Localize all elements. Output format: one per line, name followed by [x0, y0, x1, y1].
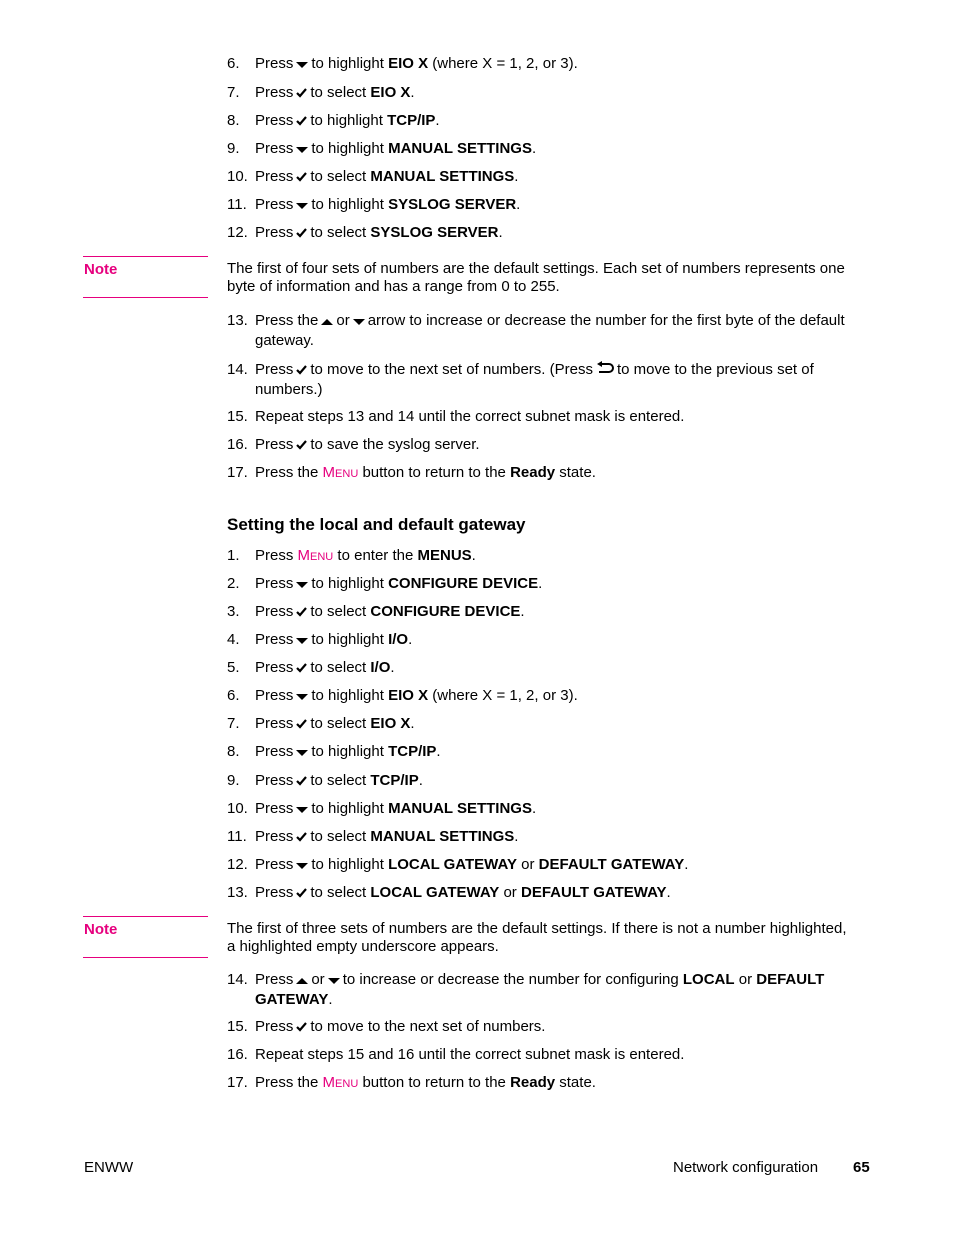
- step-text-segment: Repeat steps 13 and 14 until the correct subnet mask is entered.: [255, 408, 685, 425]
- step-text-segment: .: [328, 990, 333, 1008]
- step-text: [255, 83, 867, 103]
- list-item: [227, 771, 867, 791]
- step-text-segment: button to return to the: [362, 1074, 506, 1091]
- step-text-segment: to highlight: [311, 743, 384, 760]
- list-item: [227, 742, 867, 762]
- step-text-segment: Press: [255, 1018, 294, 1035]
- step-text-segment: button to return to the: [362, 464, 506, 481]
- bold-term: LOCAL: [682, 971, 735, 988]
- bold-term: DEFAULT GATEWAY: [255, 971, 825, 1008]
- step-text: [255, 54, 867, 74]
- step-text: [255, 714, 867, 734]
- bold-term: EIO X: [388, 55, 429, 72]
- down-arrow-icon: [296, 856, 308, 875]
- bold-term: CONFIGURE DEVICE: [388, 575, 539, 592]
- note-rule-bottom: [83, 297, 208, 298]
- step-text: [255, 1073, 867, 1092]
- step-text-segment: Press: [255, 224, 294, 241]
- step-text: [255, 602, 867, 622]
- step-text-segment: Press: [255, 772, 294, 789]
- list-item: [227, 574, 867, 594]
- step-number: 7.: [227, 84, 240, 101]
- down-arrow-icon: [353, 312, 365, 331]
- step-text: [255, 970, 867, 1009]
- step-number: 3.: [227, 603, 240, 620]
- step-text-segment: .: [410, 84, 415, 101]
- step-text-segment: .: [390, 659, 395, 676]
- step-number: 12.: [227, 856, 248, 873]
- step-text-segment: Press: [255, 971, 294, 988]
- step-text-segment: to select: [310, 828, 367, 845]
- step-text-segment: to select: [310, 772, 367, 789]
- list-item: [227, 855, 867, 875]
- step-text-segment: .: [498, 224, 503, 241]
- checkmark-icon: [296, 772, 307, 791]
- step-text-segment: to select: [310, 603, 367, 620]
- bold-term: MENUS: [417, 547, 472, 564]
- step-text-segment: .: [684, 856, 689, 873]
- checkmark-icon: [296, 603, 307, 622]
- note-rule-bottom: [83, 957, 208, 958]
- step-text: [255, 574, 867, 594]
- step-number: 9.: [227, 772, 240, 789]
- bold-term: TCP/IP: [388, 743, 437, 760]
- bold-term: TCP/IP: [387, 112, 436, 129]
- bold-term: DEFAULT GATEWAY: [538, 856, 685, 873]
- step-number: 10.: [227, 800, 248, 817]
- step-text: [255, 771, 867, 791]
- checkmark-icon: [296, 361, 307, 380]
- step-text-segment: or: [311, 971, 325, 988]
- step-number: 5.: [227, 659, 240, 676]
- step-text-segment: to increase or decrease the number for configuring: [342, 971, 679, 988]
- bold-term: MANUAL SETTINGS: [370, 168, 515, 185]
- step-text: [255, 630, 867, 650]
- list-item: [227, 546, 867, 565]
- bold-term: I/O: [388, 631, 409, 648]
- step-number: 9.: [227, 140, 240, 157]
- step-text: [255, 223, 867, 243]
- list-item: [227, 827, 867, 847]
- bold-term: MANUAL SETTINGS: [388, 140, 532, 157]
- step-text-segment: Press: [255, 575, 294, 592]
- step-text-segment: state.: [559, 464, 596, 481]
- bold-term: LOCAL GATEWAY: [388, 856, 517, 873]
- footer-section: Network configuration: [673, 1159, 819, 1176]
- section-heading: Setting the local and default gateway: [227, 515, 526, 534]
- down-arrow-icon: [296, 800, 308, 819]
- step-text: [255, 195, 867, 215]
- step-text-segment: .: [408, 631, 413, 648]
- step-text-segment: to move to the next set of numbers. (Press: [310, 361, 593, 378]
- step-number: 2.: [227, 575, 240, 592]
- bold-term: Ready: [510, 464, 556, 481]
- step-text-segment: .: [514, 168, 519, 185]
- down-arrow-icon: [296, 743, 308, 762]
- list-item: [227, 883, 867, 903]
- list-item: [227, 686, 867, 706]
- page-number: 65: [853, 1159, 870, 1176]
- step-text-segment: to highlight: [311, 55, 384, 72]
- bold-term: EIO X: [388, 687, 429, 704]
- step-text-segment: Press: [255, 436, 294, 453]
- note-label: Note: [84, 261, 118, 278]
- bold-term: MANUAL SETTINGS: [388, 800, 532, 817]
- footer-left: ENWW: [84, 1159, 134, 1176]
- step-text-segment: Press: [255, 55, 294, 72]
- step-text: [255, 167, 867, 187]
- step-number: 13.: [227, 884, 248, 901]
- step-text-segment: Press: [255, 659, 294, 676]
- step-text-segment: .: [531, 140, 537, 157]
- step-text-segment: to highlight: [310, 112, 383, 129]
- step-text: [255, 1045, 867, 1064]
- step-text-segment: Press the: [255, 464, 319, 481]
- step-text-segment: or: [503, 884, 517, 901]
- step-number: 6.: [227, 687, 240, 704]
- note-text: The first of three sets of numbers are the default settings. If there is not a number highlighted, a highlighted empty underscore appears.: [227, 920, 847, 955]
- step-text-segment: Press: [255, 84, 294, 101]
- list-item: [227, 167, 867, 187]
- step-text-segment: Press: [255, 168, 294, 185]
- up-arrow-icon: [321, 312, 333, 331]
- bold-term: LOCAL GATEWAY: [370, 884, 500, 901]
- step-text-segment: to select: [310, 715, 367, 732]
- step-text-segment: to select: [310, 224, 367, 241]
- step-text-segment: to select: [310, 884, 367, 901]
- step-text-segment: .: [418, 772, 423, 789]
- step-number: 16.: [227, 436, 248, 453]
- checkmark-icon: [296, 224, 307, 243]
- step-text-segment: Press: [255, 800, 294, 817]
- list-item: [227, 195, 867, 215]
- bold-term: I/O: [370, 659, 391, 676]
- step-text: [255, 111, 867, 131]
- step-text-segment: Press: [255, 631, 294, 648]
- step-text: [255, 139, 867, 159]
- bold-term: CONFIGURE DEVICE: [370, 603, 521, 620]
- checkmark-icon: [296, 112, 307, 131]
- checkmark-icon: [296, 436, 307, 455]
- step-text: [255, 311, 867, 350]
- step-text-segment: Press: [255, 140, 294, 157]
- step-number: 17.: [227, 464, 248, 481]
- step-text: [255, 883, 867, 903]
- step-text-segment: or: [336, 312, 350, 329]
- step-text-segment: to highlight: [311, 687, 384, 704]
- step-number: 8.: [227, 112, 240, 129]
- step-text-segment: to move to the previous set of numbers.): [255, 361, 814, 398]
- list-item: [227, 407, 867, 426]
- step-text-segment: Press the: [255, 312, 319, 329]
- down-arrow-icon: [328, 971, 340, 990]
- step-text-segment: Press: [255, 884, 294, 901]
- step-text-segment: arrow to increase or decrease the number for the first byte of the default gateway.: [255, 312, 845, 349]
- list-item: [227, 111, 867, 131]
- list-item: [227, 435, 867, 455]
- step-text: [255, 742, 867, 762]
- down-arrow-icon: [296, 140, 308, 159]
- menu-button-label: Menu: [322, 464, 359, 481]
- bold-term: EIO X: [370, 84, 411, 101]
- step-text-segment: (where X = 1, 2, or 3).: [432, 55, 578, 72]
- up-arrow-icon: [296, 971, 308, 990]
- step-text-segment: Press: [255, 856, 294, 873]
- step-text-segment: to highlight: [311, 800, 384, 817]
- checkmark-icon: [296, 84, 307, 103]
- step-number: 11.: [227, 196, 247, 213]
- step-text: [255, 546, 867, 565]
- step-text-segment: Press: [255, 743, 294, 760]
- step-text: [255, 658, 867, 678]
- step-text-segment: Press: [255, 547, 294, 564]
- step-text-segment: to highlight: [311, 856, 384, 873]
- down-arrow-icon: [296, 575, 308, 594]
- step-text-segment: .: [520, 603, 525, 620]
- step-text: [255, 407, 867, 426]
- step-text-segment: .: [531, 800, 537, 817]
- step-text-segment: to highlight: [311, 575, 384, 592]
- step-number: 13.: [227, 312, 248, 329]
- bold-term: EIO X: [370, 715, 411, 732]
- step-text-segment: to select: [310, 84, 367, 101]
- step-number: 10.: [227, 168, 248, 185]
- step-text: [255, 463, 867, 482]
- step-number: 17.: [227, 1074, 248, 1091]
- list-item: [227, 714, 867, 734]
- step-text-segment: Press: [255, 196, 294, 213]
- list-item: [227, 1017, 867, 1037]
- step-text-segment: to enter the: [337, 547, 414, 564]
- step-text-segment: .: [436, 743, 441, 760]
- list-item: [227, 1073, 867, 1092]
- checkmark-icon: [296, 168, 307, 187]
- list-item: [227, 799, 867, 819]
- bold-term: MANUAL SETTINGS: [370, 828, 515, 845]
- back-arrow-icon: [596, 361, 614, 380]
- note-rule-top: [83, 916, 208, 917]
- step-number: 16.: [227, 1046, 248, 1063]
- step-text-segment: .: [514, 828, 519, 845]
- step-number: 7.: [227, 715, 240, 732]
- bold-term: DEFAULT GATEWAY: [520, 884, 667, 901]
- step-text-segment: to select: [310, 659, 367, 676]
- step-text-segment: state.: [559, 1074, 596, 1091]
- checkmark-icon: [296, 828, 307, 847]
- step-text-segment: to select: [310, 168, 367, 185]
- step-text-segment: Press: [255, 112, 294, 129]
- bold-term: SYSLOG SERVER: [370, 224, 499, 241]
- step-number: 6.: [227, 55, 240, 72]
- note-label: Note: [84, 921, 118, 938]
- list-item: [227, 630, 867, 650]
- step-text: [255, 1017, 867, 1037]
- step-text-segment: to highlight: [311, 140, 384, 157]
- list-item: [227, 602, 867, 622]
- checkmark-icon: [296, 884, 307, 903]
- step-text: [255, 799, 867, 819]
- list-item: [227, 360, 867, 399]
- step-number: 15.: [227, 408, 248, 425]
- down-arrow-icon: [296, 687, 308, 706]
- step-number: 11.: [227, 828, 247, 845]
- bold-term: TCP/IP: [370, 772, 419, 789]
- menu-button-label: Menu: [322, 1074, 359, 1091]
- step-text-segment: to move to the next set of numbers.: [310, 1018, 546, 1035]
- list-item: [227, 970, 867, 1009]
- note-text: The first of four sets of numbers are the default settings. Each set of numbers represents one byte of information and has a range from 0 to 255.: [227, 260, 845, 295]
- step-text-segment: (where X = 1, 2, or 3).: [432, 687, 578, 704]
- checkmark-icon: [296, 1018, 307, 1037]
- step-text-segment: to highlight: [311, 196, 384, 213]
- step-number: 4.: [227, 631, 240, 648]
- step-number: 12.: [227, 224, 248, 241]
- step-text: [255, 360, 867, 399]
- step-number: 14.: [227, 361, 248, 378]
- list-item: [227, 139, 867, 159]
- step-text-segment: Repeat steps 15 and 16 until the correct subnet mask is entered.: [255, 1046, 685, 1063]
- step-text-segment: Press: [255, 828, 294, 845]
- list-item: [227, 463, 867, 482]
- down-arrow-icon: [296, 55, 308, 74]
- down-arrow-icon: [296, 631, 308, 650]
- step-number: 1.: [227, 547, 240, 564]
- menu-button-label: Menu: [297, 547, 334, 564]
- step-text-segment: Press: [255, 603, 294, 620]
- list-item: [227, 223, 867, 243]
- step-text-segment: Press the: [255, 1074, 319, 1091]
- list-item: [227, 83, 867, 103]
- bold-term: Ready: [510, 1074, 556, 1091]
- step-text-segment: or: [738, 971, 753, 988]
- step-text-segment: .: [516, 196, 521, 213]
- step-text: [255, 686, 867, 706]
- step-text-segment: Press: [255, 361, 294, 378]
- step-text: [255, 855, 867, 875]
- checkmark-icon: [296, 715, 307, 734]
- down-arrow-icon: [296, 196, 308, 215]
- step-number: 15.: [227, 1018, 248, 1035]
- step-text-segment: or: [521, 856, 535, 873]
- step-number: 14.: [227, 971, 248, 988]
- bold-term: SYSLOG SERVER: [388, 196, 517, 213]
- step-text-segment: .: [410, 715, 415, 732]
- step-text-segment: Press: [255, 715, 294, 732]
- checkmark-icon: [296, 659, 307, 678]
- step-text: [255, 827, 867, 847]
- step-text-segment: to highlight: [311, 631, 384, 648]
- list-item: [227, 1045, 867, 1064]
- step-text-segment: Press: [255, 687, 294, 704]
- list-item: [227, 658, 867, 678]
- step-text-segment: .: [435, 112, 440, 129]
- step-text-segment: .: [666, 884, 671, 901]
- step-text-segment: .: [471, 547, 476, 564]
- list-item: [227, 311, 867, 350]
- step-text: [255, 435, 867, 455]
- list-item: [227, 54, 867, 74]
- step-text-segment: to save the syslog server.: [310, 436, 480, 453]
- step-number: 8.: [227, 743, 240, 760]
- note-rule-top: [83, 256, 208, 257]
- step-text-segment: .: [538, 575, 543, 592]
